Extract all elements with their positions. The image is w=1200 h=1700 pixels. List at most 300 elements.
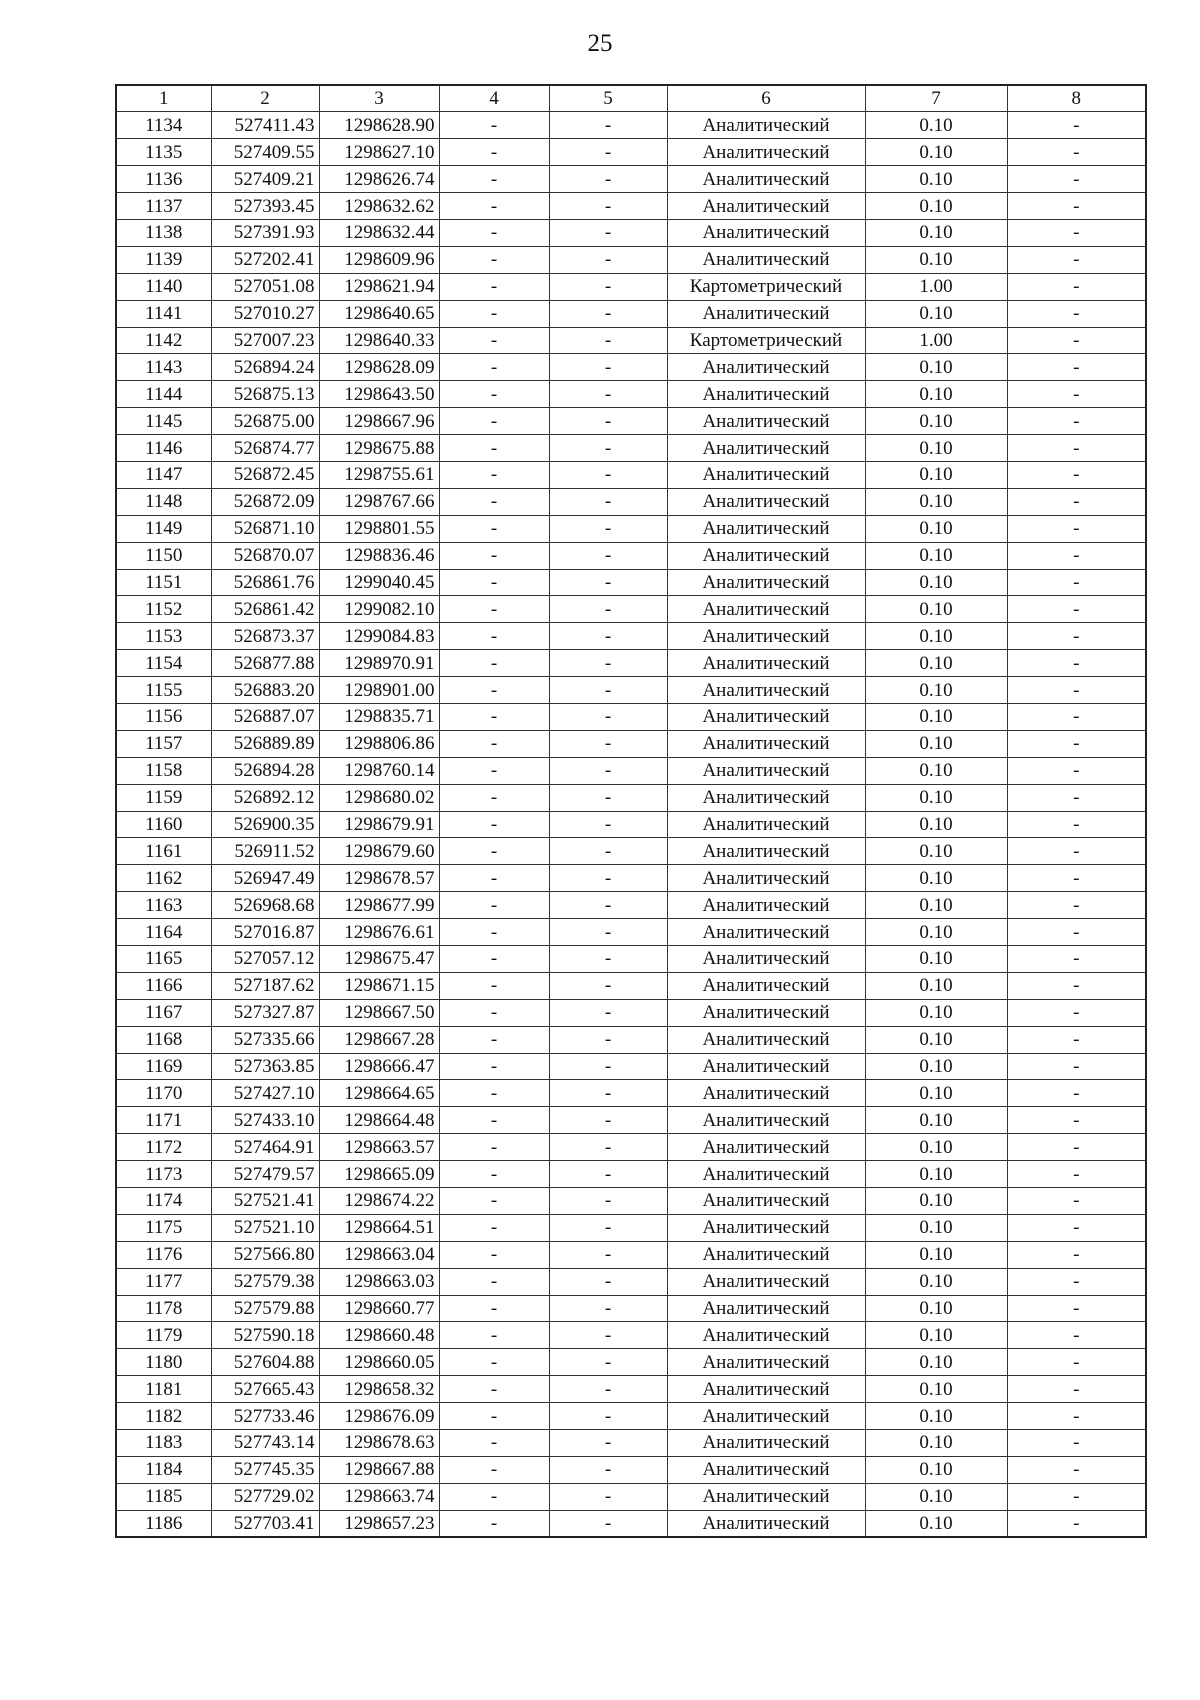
accuracy-cell: 0.10	[865, 193, 1007, 220]
accuracy-cell: 0.10	[865, 1080, 1007, 1107]
col4-cell: -	[439, 1241, 549, 1268]
col4-cell: -	[439, 1214, 549, 1241]
accuracy-cell: 0.10	[865, 408, 1007, 435]
table-row	[116, 838, 1146, 865]
col5-cell: -	[549, 435, 667, 462]
col5-cell: -	[549, 193, 667, 220]
y-coordinate-cell: 1298671.15	[319, 972, 439, 999]
y-coordinate-cell: 1298660.05	[319, 1349, 439, 1376]
col8-cell: -	[1007, 1134, 1146, 1161]
col5-cell: -	[549, 327, 667, 354]
accuracy-cell: 0.10	[865, 1322, 1007, 1349]
x-coordinate-cell: 527327.87	[211, 999, 319, 1026]
method-cell: Аналитический	[667, 1349, 865, 1376]
page-number: 25	[587, 30, 613, 57]
col8-cell: -	[1007, 677, 1146, 704]
col4-cell: -	[439, 327, 549, 354]
col4-cell: -	[439, 1295, 549, 1322]
col8-cell: -	[1007, 408, 1146, 435]
col4-cell: -	[439, 677, 549, 704]
col8-cell: -	[1007, 999, 1146, 1026]
y-coordinate-cell: 1298667.88	[319, 1456, 439, 1483]
accuracy-cell: 0.10	[865, 139, 1007, 166]
method-cell: Аналитический	[667, 246, 865, 273]
y-coordinate-cell: 1298760.14	[319, 757, 439, 784]
point-number-cell: 1156	[116, 703, 211, 730]
accuracy-cell: 0.10	[865, 1134, 1007, 1161]
col4-cell: -	[439, 596, 549, 623]
col4-cell: -	[439, 408, 549, 435]
accuracy-cell: 0.10	[865, 435, 1007, 462]
accuracy-cell: 0.10	[865, 1214, 1007, 1241]
col8-cell: -	[1007, 650, 1146, 677]
x-coordinate-cell: 527411.43	[211, 112, 319, 139]
col5-cell: -	[549, 1268, 667, 1295]
col4-cell: -	[439, 139, 549, 166]
point-number-cell: 1163	[116, 892, 211, 919]
col8-cell: -	[1007, 1107, 1146, 1134]
accuracy-cell: 0.10	[865, 838, 1007, 865]
table-row	[116, 811, 1146, 838]
table-row	[116, 1080, 1146, 1107]
accuracy-cell: 0.10	[865, 1188, 1007, 1215]
col4-cell: -	[439, 1080, 549, 1107]
table-header-row	[116, 85, 1146, 112]
y-coordinate-cell: 1298663.03	[319, 1268, 439, 1295]
accuracy-cell: 0.10	[865, 919, 1007, 946]
table-row	[116, 1161, 1146, 1188]
method-cell: Аналитический	[667, 112, 865, 139]
col5-cell: -	[549, 166, 667, 193]
table-row	[116, 1134, 1146, 1161]
accuracy-cell: 0.10	[865, 381, 1007, 408]
point-number-cell: 1140	[116, 273, 211, 300]
x-coordinate-cell: 526900.35	[211, 811, 319, 838]
col4-cell: -	[439, 1322, 549, 1349]
col4-cell: -	[439, 703, 549, 730]
point-number-cell: 1148	[116, 488, 211, 515]
accuracy-cell: 0.10	[865, 1510, 1007, 1537]
col4-cell: -	[439, 1026, 549, 1053]
col4-cell: -	[439, 730, 549, 757]
method-cell: Аналитический	[667, 300, 865, 327]
x-coordinate-cell: 527566.80	[211, 1241, 319, 1268]
x-coordinate-cell: 527016.87	[211, 919, 319, 946]
method-cell: Аналитический	[667, 1080, 865, 1107]
point-number-cell: 1184	[116, 1456, 211, 1483]
table-row	[116, 730, 1146, 757]
col8-cell: -	[1007, 1214, 1146, 1241]
col5-cell: -	[549, 1241, 667, 1268]
x-coordinate-cell: 527579.88	[211, 1295, 319, 1322]
accuracy-cell: 0.10	[865, 354, 1007, 381]
y-coordinate-cell: 1298609.96	[319, 246, 439, 273]
accuracy-cell: 0.10	[865, 542, 1007, 569]
col5-cell: -	[549, 1430, 667, 1457]
table-row	[116, 327, 1146, 354]
y-coordinate-cell: 1298621.94	[319, 273, 439, 300]
method-cell: Аналитический	[667, 1188, 865, 1215]
table-row	[116, 354, 1146, 381]
col5-cell: -	[549, 1188, 667, 1215]
point-number-cell: 1164	[116, 919, 211, 946]
point-number-cell: 1138	[116, 219, 211, 246]
accuracy-cell: 0.10	[865, 865, 1007, 892]
method-cell: Аналитический	[667, 999, 865, 1026]
method-cell: Аналитический	[667, 730, 865, 757]
col4-cell: -	[439, 972, 549, 999]
x-coordinate-cell: 526894.28	[211, 757, 319, 784]
point-number-cell: 1135	[116, 139, 211, 166]
point-number-cell: 1183	[116, 1430, 211, 1457]
col5-cell: -	[549, 1456, 667, 1483]
x-coordinate-cell: 527007.23	[211, 327, 319, 354]
col4-cell: -	[439, 273, 549, 300]
x-coordinate-cell: 526861.42	[211, 596, 319, 623]
point-number-cell: 1182	[116, 1403, 211, 1430]
col4-cell: -	[439, 892, 549, 919]
accuracy-cell: 0.10	[865, 1268, 1007, 1295]
point-number-cell: 1185	[116, 1483, 211, 1510]
y-coordinate-cell: 1298679.60	[319, 838, 439, 865]
col8-cell: -	[1007, 838, 1146, 865]
table-row	[116, 677, 1146, 704]
method-cell: Аналитический	[667, 139, 865, 166]
x-coordinate-cell: 526947.49	[211, 865, 319, 892]
col8-cell: -	[1007, 623, 1146, 650]
col4-cell: -	[439, 461, 549, 488]
point-number-cell: 1167	[116, 999, 211, 1026]
accuracy-cell: 0.10	[865, 515, 1007, 542]
col4-cell: -	[439, 488, 549, 515]
method-cell: Аналитический	[667, 166, 865, 193]
col8-cell: -	[1007, 1026, 1146, 1053]
point-number-cell: 1144	[116, 381, 211, 408]
point-number-cell: 1161	[116, 838, 211, 865]
point-number-cell: 1158	[116, 757, 211, 784]
method-cell: Аналитический	[667, 784, 865, 811]
method-cell: Аналитический	[667, 1376, 865, 1403]
accuracy-cell: 0.10	[865, 461, 1007, 488]
column-header: 6	[667, 85, 865, 112]
col5-cell: -	[549, 273, 667, 300]
col5-cell: -	[549, 139, 667, 166]
col8-cell: -	[1007, 703, 1146, 730]
col5-cell: -	[549, 730, 667, 757]
point-number-cell: 1172	[116, 1134, 211, 1161]
col4-cell: -	[439, 784, 549, 811]
col5-cell: -	[549, 300, 667, 327]
x-coordinate-cell: 527703.41	[211, 1510, 319, 1537]
x-coordinate-cell: 526870.07	[211, 542, 319, 569]
col4-cell: -	[439, 569, 549, 596]
table-row	[116, 1268, 1146, 1295]
accuracy-cell: 0.10	[865, 811, 1007, 838]
col4-cell: -	[439, 919, 549, 946]
col8-cell: -	[1007, 1483, 1146, 1510]
col8-cell: -	[1007, 488, 1146, 515]
x-coordinate-cell: 527393.45	[211, 193, 319, 220]
col8-cell: -	[1007, 461, 1146, 488]
point-number-cell: 1145	[116, 408, 211, 435]
method-cell: Аналитический	[667, 435, 865, 462]
point-number-cell: 1165	[116, 946, 211, 973]
y-coordinate-cell: 1298680.02	[319, 784, 439, 811]
x-coordinate-cell: 527057.12	[211, 946, 319, 973]
y-coordinate-cell: 1298674.22	[319, 1188, 439, 1215]
x-coordinate-cell: 526968.68	[211, 892, 319, 919]
col5-cell: -	[549, 1295, 667, 1322]
x-coordinate-cell: 526875.00	[211, 408, 319, 435]
method-cell: Картометрический	[667, 327, 865, 354]
accuracy-cell: 0.10	[865, 488, 1007, 515]
accuracy-cell: 0.10	[865, 1456, 1007, 1483]
y-coordinate-cell: 1298679.91	[319, 811, 439, 838]
col8-cell: -	[1007, 730, 1146, 757]
y-coordinate-cell: 1298678.63	[319, 1430, 439, 1457]
col5-cell: -	[549, 1026, 667, 1053]
table-row	[116, 408, 1146, 435]
y-coordinate-cell: 1298767.66	[319, 488, 439, 515]
method-cell: Аналитический	[667, 1241, 865, 1268]
table-row	[116, 919, 1146, 946]
column-header: 7	[865, 85, 1007, 112]
col8-cell: -	[1007, 1456, 1146, 1483]
y-coordinate-cell: 1298626.74	[319, 166, 439, 193]
accuracy-cell: 0.10	[865, 1349, 1007, 1376]
accuracy-cell: 0.10	[865, 166, 1007, 193]
point-number-cell: 1154	[116, 650, 211, 677]
point-number-cell: 1179	[116, 1322, 211, 1349]
col4-cell: -	[439, 999, 549, 1026]
point-number-cell: 1176	[116, 1241, 211, 1268]
accuracy-cell: 0.10	[865, 1430, 1007, 1457]
col8-cell: -	[1007, 193, 1146, 220]
col8-cell: -	[1007, 1510, 1146, 1537]
point-number-cell: 1134	[116, 112, 211, 139]
point-number-cell: 1147	[116, 461, 211, 488]
col4-cell: -	[439, 1134, 549, 1161]
x-coordinate-cell: 526874.77	[211, 435, 319, 462]
accuracy-cell: 0.10	[865, 219, 1007, 246]
x-coordinate-cell: 527604.88	[211, 1349, 319, 1376]
table-row	[116, 1456, 1146, 1483]
accuracy-cell: 0.10	[865, 1295, 1007, 1322]
x-coordinate-cell: 527479.57	[211, 1161, 319, 1188]
accuracy-cell: 0.10	[865, 999, 1007, 1026]
accuracy-cell: 0.10	[865, 784, 1007, 811]
y-coordinate-cell: 1298667.96	[319, 408, 439, 435]
col8-cell: -	[1007, 1295, 1146, 1322]
col5-cell: -	[549, 1483, 667, 1510]
table-row	[116, 1053, 1146, 1080]
table-row	[116, 569, 1146, 596]
x-coordinate-cell: 527579.38	[211, 1268, 319, 1295]
col8-cell: -	[1007, 1376, 1146, 1403]
col5-cell: -	[549, 1349, 667, 1376]
x-coordinate-cell: 527335.66	[211, 1026, 319, 1053]
col8-cell: -	[1007, 219, 1146, 246]
method-cell: Аналитический	[667, 972, 865, 999]
y-coordinate-cell: 1298675.88	[319, 435, 439, 462]
col4-cell: -	[439, 838, 549, 865]
method-cell: Аналитический	[667, 515, 865, 542]
point-number-cell: 1146	[116, 435, 211, 462]
column-header: 4	[439, 85, 549, 112]
col5-cell: -	[549, 838, 667, 865]
col8-cell: -	[1007, 865, 1146, 892]
x-coordinate-cell: 527202.41	[211, 246, 319, 273]
col5-cell: -	[549, 1053, 667, 1080]
col5-cell: -	[549, 112, 667, 139]
col5-cell: -	[549, 569, 667, 596]
point-number-cell: 1141	[116, 300, 211, 327]
col8-cell: -	[1007, 757, 1146, 784]
point-number-cell: 1178	[116, 1295, 211, 1322]
col8-cell: -	[1007, 596, 1146, 623]
method-cell: Аналитический	[667, 1322, 865, 1349]
y-coordinate-cell: 1298627.10	[319, 139, 439, 166]
y-coordinate-cell: 1298677.99	[319, 892, 439, 919]
accuracy-cell: 0.10	[865, 300, 1007, 327]
col4-cell: -	[439, 381, 549, 408]
col8-cell: -	[1007, 112, 1146, 139]
method-cell: Аналитический	[667, 354, 865, 381]
x-coordinate-cell: 527363.85	[211, 1053, 319, 1080]
accuracy-cell: 1.00	[865, 273, 1007, 300]
col4-cell: -	[439, 946, 549, 973]
col5-cell: -	[549, 1161, 667, 1188]
method-cell: Аналитический	[667, 1134, 865, 1161]
y-coordinate-cell: 1298676.09	[319, 1403, 439, 1430]
x-coordinate-cell: 527391.93	[211, 219, 319, 246]
accuracy-cell: 0.10	[865, 1161, 1007, 1188]
col5-cell: -	[549, 1322, 667, 1349]
y-coordinate-cell: 1299040.45	[319, 569, 439, 596]
accuracy-cell: 0.10	[865, 1403, 1007, 1430]
y-coordinate-cell: 1299084.83	[319, 623, 439, 650]
col4-cell: -	[439, 193, 549, 220]
method-cell: Аналитический	[667, 1107, 865, 1134]
table-row	[116, 381, 1146, 408]
method-cell: Аналитический	[667, 1403, 865, 1430]
accuracy-cell: 0.10	[865, 1053, 1007, 1080]
y-coordinate-cell: 1298658.32	[319, 1376, 439, 1403]
method-cell: Картометрический	[667, 273, 865, 300]
col8-cell: -	[1007, 569, 1146, 596]
method-cell: Аналитический	[667, 757, 865, 784]
table-row	[116, 999, 1146, 1026]
point-number-cell: 1166	[116, 972, 211, 999]
y-coordinate-cell: 1298675.47	[319, 946, 439, 973]
table-row	[116, 1510, 1146, 1537]
col5-cell: -	[549, 703, 667, 730]
col4-cell: -	[439, 1188, 549, 1215]
method-cell: Аналитический	[667, 1483, 865, 1510]
col5-cell: -	[549, 1510, 667, 1537]
y-coordinate-cell: 1298801.55	[319, 515, 439, 542]
accuracy-cell: 0.10	[865, 892, 1007, 919]
col8-cell: -	[1007, 327, 1146, 354]
accuracy-cell: 0.10	[865, 246, 1007, 273]
x-coordinate-cell: 527665.43	[211, 1376, 319, 1403]
accuracy-cell: 1.00	[865, 327, 1007, 354]
x-coordinate-cell: 527427.10	[211, 1080, 319, 1107]
x-coordinate-cell: 527409.55	[211, 139, 319, 166]
point-number-cell: 1150	[116, 542, 211, 569]
method-cell: Аналитический	[667, 542, 865, 569]
method-cell: Аналитический	[667, 193, 865, 220]
method-cell: Аналитический	[667, 1026, 865, 1053]
y-coordinate-cell: 1298667.28	[319, 1026, 439, 1053]
point-number-cell: 1142	[116, 327, 211, 354]
accuracy-cell: 0.10	[865, 569, 1007, 596]
col4-cell: -	[439, 219, 549, 246]
method-cell: Аналитический	[667, 1053, 865, 1080]
point-number-cell: 1173	[116, 1161, 211, 1188]
point-number-cell: 1171	[116, 1107, 211, 1134]
method-cell: Аналитический	[667, 919, 865, 946]
x-coordinate-cell: 526873.37	[211, 623, 319, 650]
col8-cell: -	[1007, 946, 1146, 973]
col5-cell: -	[549, 542, 667, 569]
col5-cell: -	[549, 946, 667, 973]
method-cell: Аналитический	[667, 408, 865, 435]
col8-cell: -	[1007, 1268, 1146, 1295]
table-row	[116, 946, 1146, 973]
method-cell: Аналитический	[667, 811, 865, 838]
y-coordinate-cell: 1298666.47	[319, 1053, 439, 1080]
y-coordinate-cell: 1298660.77	[319, 1295, 439, 1322]
col5-cell: -	[549, 1107, 667, 1134]
method-cell: Аналитический	[667, 623, 865, 650]
col5-cell: -	[549, 219, 667, 246]
col8-cell: -	[1007, 892, 1146, 919]
point-number-cell: 1181	[116, 1376, 211, 1403]
col8-cell: -	[1007, 1053, 1146, 1080]
col5-cell: -	[549, 246, 667, 273]
col8-cell: -	[1007, 1241, 1146, 1268]
table-row	[116, 596, 1146, 623]
x-coordinate-cell: 527590.18	[211, 1322, 319, 1349]
table-row	[116, 1188, 1146, 1215]
point-number-cell: 1153	[116, 623, 211, 650]
col5-cell: -	[549, 515, 667, 542]
accuracy-cell: 0.10	[865, 972, 1007, 999]
method-cell: Аналитический	[667, 865, 865, 892]
x-coordinate-cell: 527743.14	[211, 1430, 319, 1457]
x-coordinate-cell: 526872.45	[211, 461, 319, 488]
y-coordinate-cell: 1298632.62	[319, 193, 439, 220]
point-number-cell: 1152	[116, 596, 211, 623]
y-coordinate-cell: 1298664.51	[319, 1214, 439, 1241]
y-coordinate-cell: 1298664.48	[319, 1107, 439, 1134]
col5-cell: -	[549, 1080, 667, 1107]
col4-cell: -	[439, 246, 549, 273]
col4-cell: -	[439, 354, 549, 381]
method-cell: Аналитический	[667, 946, 865, 973]
x-coordinate-cell: 526892.12	[211, 784, 319, 811]
point-number-cell: 1151	[116, 569, 211, 596]
method-cell: Аналитический	[667, 596, 865, 623]
table-row	[116, 650, 1146, 677]
column-header: 1	[116, 85, 211, 112]
method-cell: Аналитический	[667, 1456, 865, 1483]
accuracy-cell: 0.10	[865, 1107, 1007, 1134]
method-cell: Аналитический	[667, 1430, 865, 1457]
table-row	[116, 246, 1146, 273]
x-coordinate-cell: 527733.46	[211, 1403, 319, 1430]
